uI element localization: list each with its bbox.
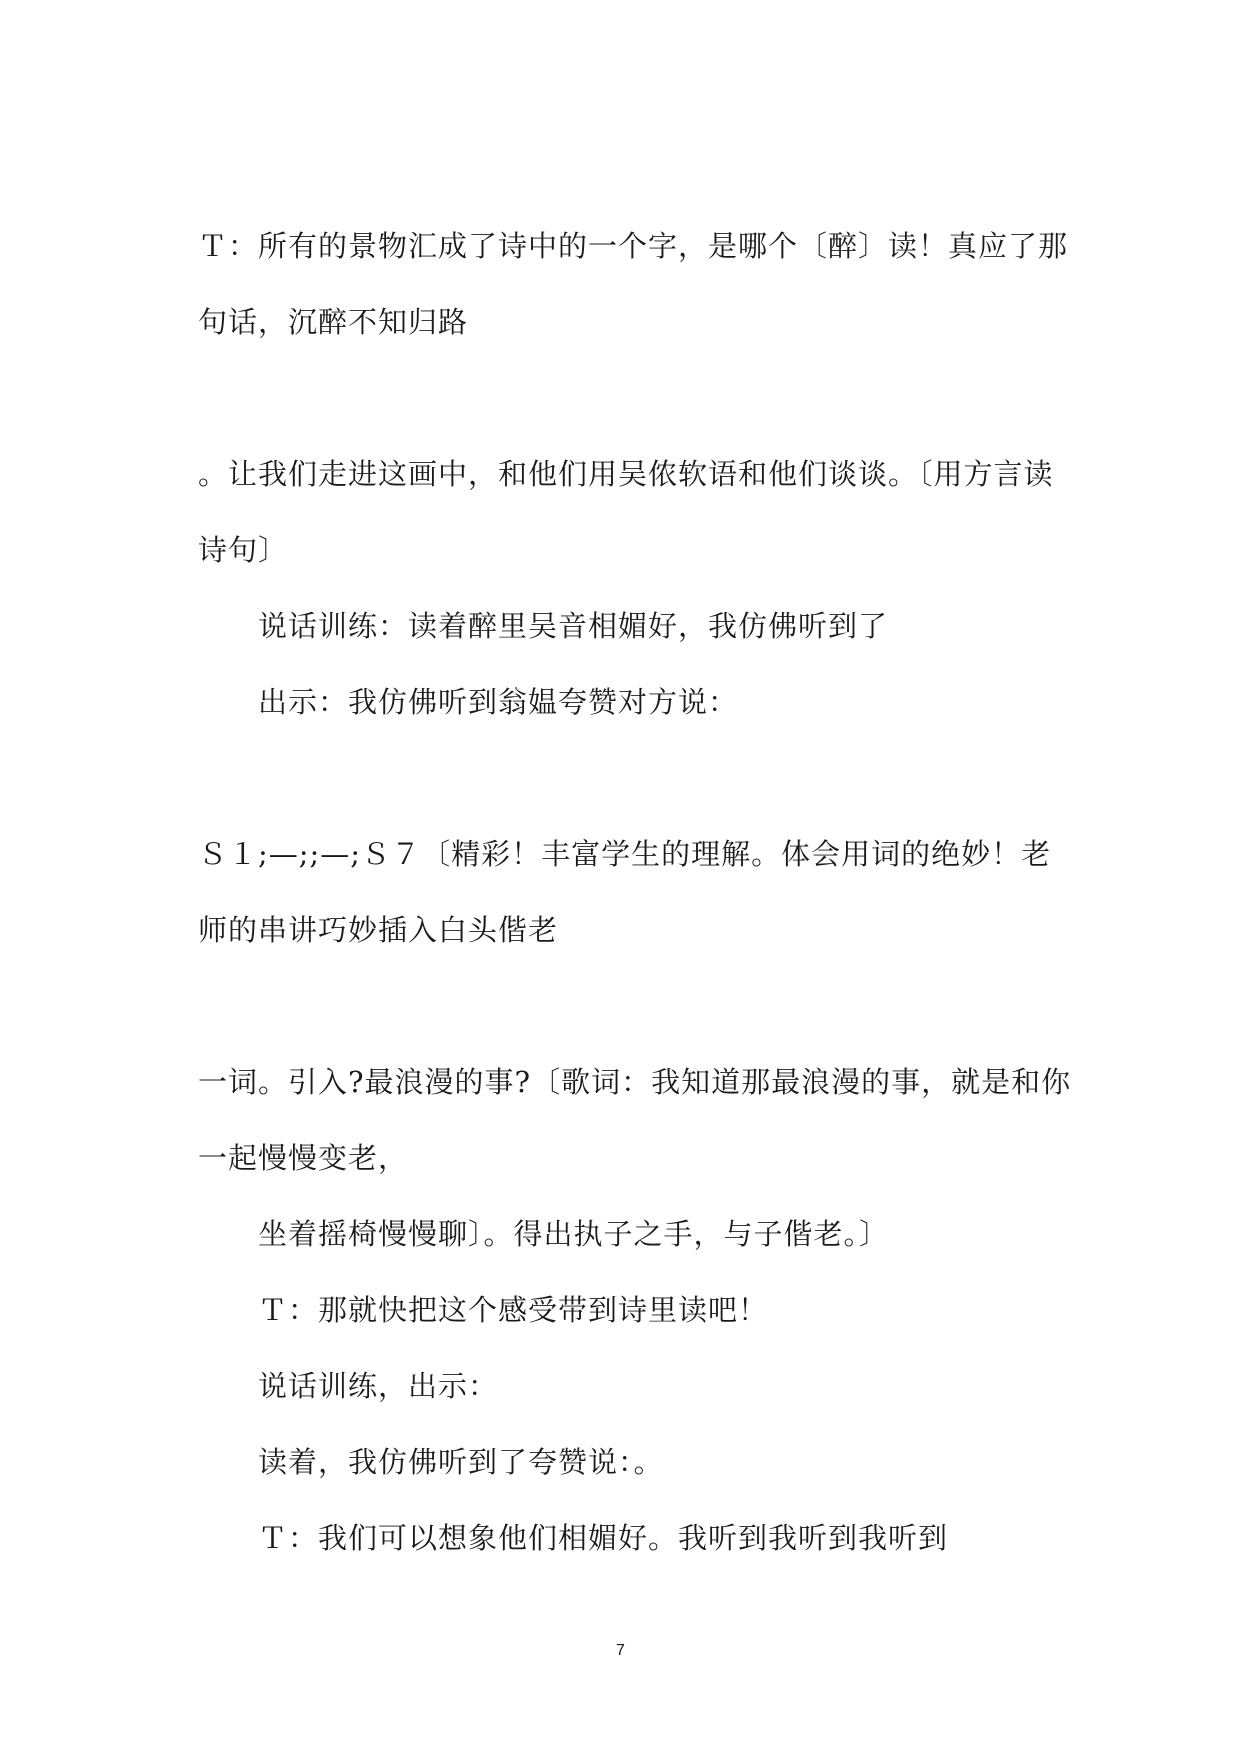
text-line-11: 坐着摇椅慢慢聊〕。得出执子之手，与子偕老。〕 <box>258 1217 890 1251</box>
text-line-7: Ｓ１;—;;—;Ｓ７〔精彩！丰富学生的理解。体会用词的绝妙！老 <box>198 837 1052 871</box>
text-line-3: 。让我们走进这画中，和他们用吴侬软语和他们谈谈。〔用方言读 <box>198 457 1054 491</box>
text-line-1: Ｔ：所有的景物汇成了诗中的一个字，是哪个〔醉〕读！真应了那 <box>198 229 1069 263</box>
text-line-12: Ｔ：那就快把这个感受带到诗里读吧！ <box>258 1293 769 1327</box>
text-line-15: Ｔ：我们可以想象他们相媚好。我听到我听到我听到 <box>258 1521 949 1555</box>
page-number: 7 <box>616 1642 625 1659</box>
text-line-10: 一起慢慢变老， <box>198 1141 409 1175</box>
text-line-5: 说话训练：读着醉里吴音相媚好，我仿佛听到了 <box>258 609 889 643</box>
text-line-14: 读着，我仿佛听到了夸赞说：。 <box>258 1445 664 1479</box>
text-line-8: 师的串讲巧妙插入白头偕老 <box>198 913 559 947</box>
text-line-4: 诗句〕 <box>198 533 289 567</box>
text-line-6: 出示：我仿佛听到翁媪夸赞对方说： <box>258 685 739 719</box>
text-line-13: 说话训练，出示： <box>258 1369 499 1403</box>
text-line-2: 句话，沉醉不知归路 <box>198 305 469 339</box>
text-line-9: 一词。引入?最浪漫的事?〔歌词：我知道那最浪漫的事，就是和你 <box>198 1065 1072 1099</box>
